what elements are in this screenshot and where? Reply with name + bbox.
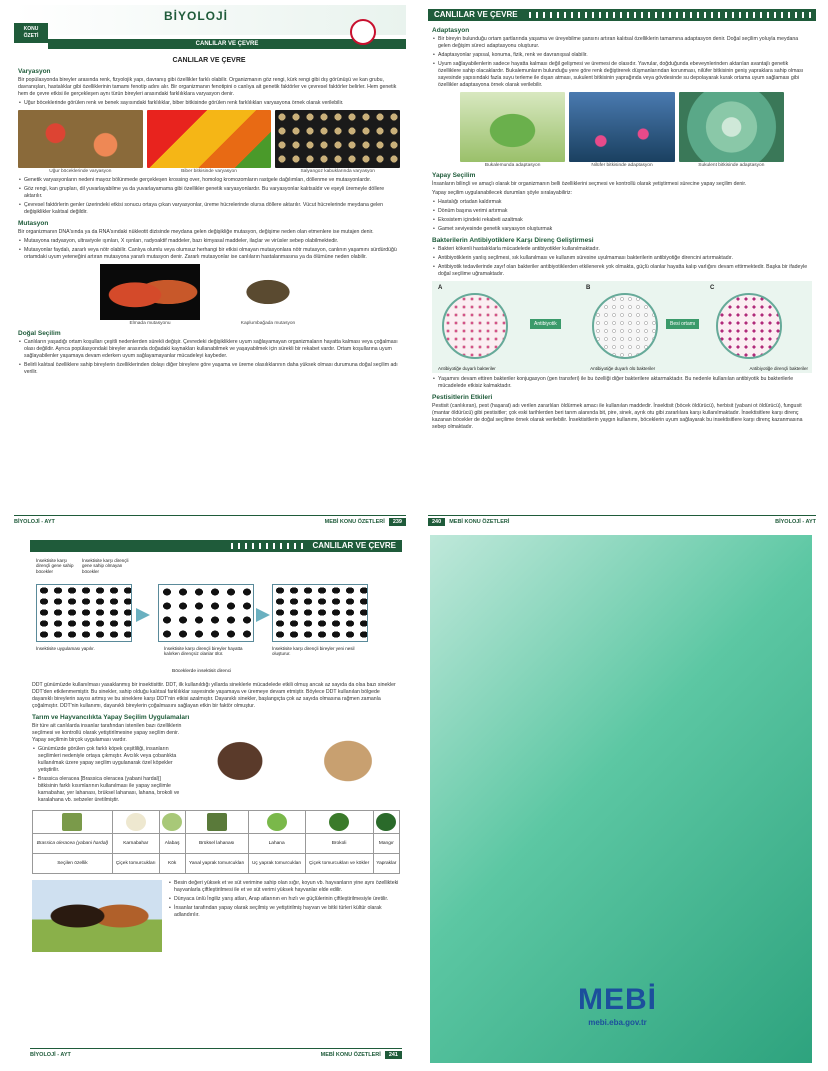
table-cell: Lahana: [248, 834, 305, 854]
petri-dish-c: [716, 293, 782, 359]
list-item: • İnsanlar tarafından yapay olarak seçilmiş ve yetiştirilmiş hayvan ve bitki türleri kültür olarak adlandırılır.: [168, 905, 400, 919]
footer-subject: BİYOLOJİ - AYT: [775, 518, 816, 525]
mebi-logo: MEBİ mebi.eba.gov.tr: [578, 983, 657, 1027]
list-item: • Mutasyonlar faydalı, zararlı veya nötr olabilir. Canlıya olumlu veya olumsuz herhangi bir etkisi olmayan mutasyonlara nötr mutasyon, canlının yaşamını sürdürdüğü ortamdaki uyum yeteneğini artıran mutasyona yararlı mutasyon denir. Zararlı mutasyonlar ise canlıların hastalanmasına ya da ölümüne neden olabilir.: [18, 247, 400, 261]
topic-banner: CANLILAR VE ÇEVRE: [30, 540, 402, 552]
legend-resistant: Antibiyotiğe dirençli bakteriler: [749, 366, 808, 372]
section-yapay-secilim: Yapay Seçilim: [432, 172, 476, 180]
table-cell: Mangır: [373, 834, 399, 854]
kangal-dog-photo: [296, 725, 400, 805]
section-pestisit: Pestisitlerin Etkileri: [432, 394, 493, 402]
list-item: • Ekosistem içindeki rekabeti azaltmak: [432, 217, 812, 224]
brassica-icon: [62, 813, 82, 831]
list-item: • Dönüm başına verimi artırmak: [432, 208, 812, 215]
snail-shells-photo: [275, 110, 400, 168]
page-number: 241: [385, 1051, 402, 1059]
caption: Sukulent bitkisinde adaptasyon: [698, 163, 765, 169]
caption: Kaplumbağada mutasyon: [240, 321, 296, 327]
antibiotic-resistance-diagram: [432, 281, 812, 373]
table-cell: Çiçek tomurcukları ve kökler: [305, 854, 373, 874]
apple-mutation-photo: [100, 264, 200, 320]
list-item: • Bakteri kökenli hastalıklarla mücadelede antibiyotikler kullanılmaktadır.: [432, 246, 812, 253]
list-item: • Genetik varyasyonların nedeni mayoz bölünmede gerçekleşen krossing over, homolog kromozomların rastgele dağılımları, döllenme ve mutasyonlardır.: [18, 177, 400, 184]
table-cell: Brüksel lahanası: [185, 834, 248, 854]
page-footer: [30, 1048, 402, 1058]
list-item: • Çevresel faktörlerin genler üzerindeki etkisi sonucu ortaya çıkan varyasyonlar, üreme hücrelerinde olursa döllere aktarılır. Vücut hücrelerinde meydana gelen değişiklikler kalıtsal değildir.: [18, 202, 400, 216]
list-item: • Yaşamını devam ettiren bakteriler konjugasyon (gen transferi) ile bu özelliği diğer bakterilere aktarmaktadır. Bu nedenle kullanılan antibiyotik bu bakterilerle mücadelede etkisiz kalmaktadır.: [432, 376, 812, 390]
image-row: [18, 110, 400, 174]
page-239: [14, 5, 406, 527]
page-number: 239: [389, 518, 406, 526]
paragraph: İnsanların bilinçli ve amaçlı olarak bir organizmanın belli özelliklerini seçmesi ve kontrollü olarak yetiştirmesi sürecine yapay seçilim denir.: [432, 181, 747, 188]
list-item: • Antibiyotik tedavilerinde zayıf olan bakteriler antibiyotiklerden etkilenerek yok olmakta, güçlü olanlar hayatta kalıp varlığını devam ettirmektedir. Başka bir ifadeyle doğal seçilime uğramaktadır.: [432, 264, 812, 278]
section-tarim: Tarım ve Hayvancılıkta Yapay Seçilim Uygulamaları: [32, 714, 190, 722]
list-item: • Mutasyona radyasyon, ultraviyole ışınları, X ışınları, radyoaktif maddeler, bazı kimyasal maddeler, ilaçlar ve virüsler sebep olabilmektedir.: [18, 238, 400, 245]
pepper-photo: [147, 110, 272, 168]
konu-ozeti-badge: KONU ÖZETİ: [14, 23, 48, 43]
list-item: • Canlıların yaşadığı ortam koşulları çeşitli nedenlerden sürekli değişir. Çevredeki değişikliklere uyum sağlayamayan organizmaların hayatta kalması veya çoğalması olası değildir. Ayrıca popülasyondaki bireyler arasında doğadaki kaynakları kullanabilmek ve yaşayabilmek için sürekli bir rekabet vardır. Ortam koşullarına uyum sağlayabilenler yaşamaya devam ederken uyum sağlayamayanlar mücadeleyi kaybeder.: [18, 339, 400, 360]
table-cell: Kök: [159, 854, 185, 874]
diagram-label-a: A: [438, 285, 443, 292]
section-dogal-secilim: Doğal Seçilim: [18, 330, 61, 338]
page-240: [428, 5, 816, 527]
paragraph: DDT günümüzde kullanılması yasaklanmış bir insektisittir. DDT, ilk kullanıldığı yıllarda sineklerle mücadelede etkili olmuş ancak az sayıda da olsa bazı sinekler DDT'den etkilenmemiştir. Bu sinekler, sahip olduğu kalıtsal farklılıklar sayesinde yaşamaya ve üremeye devam etmiştir. Böylece DDT kullanılan bölgede dayanıklı bireylerin sayısı artmış ve bu sineklere karşı DDT'nin etkisi azalmıştır. Dayanıklı sinekler, başlangıçta çok az sayıda olmasına rağmen zamanla çoğalmıştır. DDT'nin kullanımı, dayanıklı bireylerin çoğalmasını sağlayan etkin bir faktör olmuştur.: [32, 682, 396, 710]
table-cell: Seçilen özellik: [33, 854, 113, 874]
paragraph: Bir organizmanın DNA'sında ya da RNA'sındaki nükleotit dizisinde meydana gelen değişikliğe mutasyon, değişime neden olan etmenlere ise mutajen denir.: [18, 229, 374, 236]
cauliflower-icon: [126, 813, 146, 831]
list-item: • Adaptasyonlar yapısal, konuma, fizik, renk ve davranışsal olabilir.: [432, 52, 812, 59]
list-item: • Bir bireyin bulunduğu ortam şartlarında yaşama ve üreyebilme şansını artıran kalıtsal özelliklerin tamamına adaptasyon denir. Doğal seçilim yoluyla meydana gelen değişim süreci adaptasyonu oluşturur.: [432, 36, 812, 50]
brassica-table: [32, 810, 400, 874]
paragraph: Pestisit (canlıkıran), pest (haşarat) adı verilen zararlıları öldürmek amacı ile kullanılan maddedir. İnsektisit (böcek öldürücü), herbisit (yabani ot öldürücü), fungusit (mantar öldürücü) gibi pestisitler; çok eski tarihlerden beri tarım alanında bit, pire, sinek, ayrık otu gibi zararlılara karşı kullanılmaktadır. İnsektisitlere karşı direnç kazanan böcekler de doğal seçilime örnek olarak verilebilir. İnsektisitlerin yaygın kullanımı, böceklerin uyum sağlayarak bu insektisitlere karşı direnç kazanmasına sebep olmaktadır.: [432, 403, 803, 431]
list-item: • Besin değeri yüksek et ve süt verimine sahip olan sığır, koyun vb. hayvanların yine aynı özellikteki hayvanlarla çiftleştirilmesi ile et ve süt verimi yüksek hayvanlar elde edilir.: [168, 880, 400, 894]
footer-series: MEBİ KONU ÖZETLERİ: [449, 518, 510, 525]
section-varyasyon: Varyasyon: [18, 68, 51, 75]
pointer-dog-photo: [188, 725, 292, 805]
back-cover: [430, 535, 812, 1063]
culture-arrow: Besi ortamı: [666, 319, 699, 329]
table-cell: Uç yaprak tomurcukları: [248, 854, 305, 874]
caption: Uğur böceklerinde varyasyon: [49, 169, 112, 175]
list-item: • Belirli kalıtsal özelliklere sahip bireylerin özelliklerinden dolayı diğer bireylere göre yaşama ve üreme olasılıklarının daha yüksek olması durumuna doğal seçilim adı verilir.: [18, 362, 400, 376]
table-cell: Yapraklar: [373, 854, 399, 874]
box-caption: İnsektisite karşı dirençli bireyler yeni nesil oluşturur.: [272, 646, 355, 656]
image-row: [432, 92, 812, 168]
turtle-mutation-photo: [218, 264, 318, 320]
table-cell: Brokoli: [305, 834, 373, 854]
arrow-icon: [136, 608, 150, 622]
topic-banner: CANLILAR VE ÇEVRE: [48, 39, 406, 49]
section-bakteri: Bakterilerin Antibiyotiklere Karşı Direnç Geliştirmesi: [432, 237, 594, 245]
table-cell: Karnabahar: [112, 834, 159, 854]
box-caption: İnsektisite uygulaması yapılır.: [36, 646, 95, 651]
diagram-subtitle: Böceklerde insektisit direnci: [172, 669, 232, 674]
topic-banner: CANLILAR VE ÇEVRE: [428, 9, 816, 21]
list-item: • Gamet seviyesinde genetik varyasyon oluşturmak: [432, 226, 812, 233]
table-cell: Çiçek tomurcukları: [112, 854, 159, 874]
diagram-label-c: C: [710, 285, 715, 292]
list-item: • Göz rengi, kan grupları, dil yuvarlayabilme ya da yuvarlayamama gibi özellikler genetik varyasyonlardır. Bu varyasyonlar kalıtsaldır ve eşeyli üremeyle döllere aktarılır.: [18, 186, 400, 200]
label-nonresistant: İnsektisite karşı dirençli gene sahip olmayan böcekler: [82, 558, 129, 574]
petri-dish-b: [592, 293, 658, 359]
table-row: [33, 854, 400, 874]
list-item: • Günümüzde görülen çok farklı köpek çeşitliliği, insanların seçilimleri nedeniyle ortaya çıkmıştır. Avcılık veya çobanlıkta kullanılmak üzere yapay seçilim uygulanarak özel köpekler yetiştirilir.: [32, 746, 182, 774]
table-row: [33, 834, 400, 854]
seal-icon: [350, 19, 376, 45]
page-241: [30, 540, 402, 1060]
page-footer: [14, 515, 406, 525]
table-row: [33, 811, 400, 834]
section-mutasyon: Mutasyon: [18, 220, 49, 228]
table-cell: Yanal yaprak tomurcukları: [185, 854, 248, 874]
ladybug-photo: [18, 110, 143, 168]
chameleon-photo: [460, 92, 565, 162]
caption: Nilüfer bitkisinde adaptasyon: [591, 163, 653, 169]
table-cell: Brassica oleracea (yabani hardal): [33, 834, 113, 854]
water-lily-photo: [569, 92, 674, 162]
succulent-photo: [679, 92, 784, 162]
paragraph: Bir popülasyonda bireyler arasında renk, fizyolojik yapı, davranış gibi özellikler farklı olabilir. Organizmanın göz rengi, kürk rengi gibi dış görünüşü ve kan grubu, davranışları, hastalıklar gibi özelliklerinin tamamı fenotip adını alır. Bir organizmanın fenotipini o canlıya ait genetik faktörler ve çevresel faktörler belirler. Hem genetik hem de çevre etkisi ile gerçekleşen aynı türün bireyleri arasındaki farklılıklara varyasyon denir.: [18, 77, 397, 98]
list-item: • Antibiyotiklerin yanlış seçilmesi, sık kullanılması ve kullanım süresine uyulmaması bakterilerin antibiyotiğe direncini artırmaktadır.: [432, 255, 812, 262]
list-item: • Uyum sağlayabilenlerin sadece hayatta kalması değil gelişmesi ve üremesi de olasıdır. Yavrular, doğduğunda ebeveynlerinden aktarılan avantajlı genetik özelliklere sahip olacaklardır. Bukalemunların bulunduğu yere göre renk değiştirerek düşmanlarından korunması, nilüfer bitkisinin geniş yapraklara sahip olması sayesinde yapısındaki fazla suyu terleme ile dışarı atması, sukulent bitkisinin yaprağında veya gövdesinde su depolayarak kurak ortama uyum sağlaması gibi özellikler adaptasyona örnek olarak verilebilir.: [432, 61, 812, 89]
box-caption: İnsektisite karşı dirençli bireyler hayatta kalırken dirençsiz olanlar ölür.: [164, 646, 243, 656]
petri-dish-a: [442, 293, 508, 359]
footer-series: MEBİ KONU ÖZETLERİ: [320, 1051, 381, 1058]
caption: Salyangoz kabuklarında varyasyon: [300, 169, 375, 175]
cabbage-icon: [267, 813, 287, 831]
paragraph: Bir türe ait canlılarda insanlar tarafından istenilen bazı özelliklerin seçilmesi ve kontrollü olarak yetiştirilmesine yapay seçilim denir. Yapay seçilimin birçok uygulaması vardır.: [32, 723, 182, 744]
subject-title: BİYOLOJİ: [164, 9, 229, 23]
broccoli-icon: [329, 813, 349, 831]
beetle-box-3: [272, 584, 368, 642]
kale-icon: [376, 813, 396, 831]
caption: Elmada mutasyonu: [129, 321, 171, 327]
paragraph: Yapay seçilim uygulanabilecek durumları şöyle sıralayabiliriz:: [432, 190, 573, 197]
footer-subject: BİYOLOJİ - AYT: [30, 1051, 71, 1058]
list-item: • Uğur böceklerinde görülen renk ve benek sayısındaki farklılıklar, biber bitkisinde görülen renk farklılıkları varyasyona örnek olarak verilebilir.: [18, 100, 400, 107]
label-resistant: İnsektisite karşı dirençli gene sahip böcekler: [36, 558, 74, 574]
list-item: • Hastalığı ortadan kaldırmak: [432, 199, 812, 206]
arrow-icon: [256, 608, 270, 622]
diagram-label-b: B: [586, 285, 591, 292]
caption: Biber bitkisinde varyasyon: [181, 169, 237, 175]
legend-dead: Antibiyotiğe duyarlı ölü bakteriler: [590, 366, 656, 372]
caption: Bukalemunda adaptasyon: [484, 163, 541, 169]
footer-series: MEBİ KONU ÖZETLERİ: [324, 518, 385, 525]
section-adaptasyon: Adaptasyon: [432, 27, 470, 34]
beetle-box-1: [36, 584, 132, 642]
page-number: 240: [428, 518, 445, 526]
beetle-box-2: [158, 584, 254, 642]
horses-photo: [32, 880, 162, 952]
insecticide-diagram: [32, 554, 400, 682]
page-footer: [428, 515, 816, 525]
heading: CANLILAR VE ÇEVRE: [172, 57, 246, 64]
kohlrabi-icon: [162, 813, 182, 831]
footer-subject: BİYOLOJİ - AYT: [14, 518, 55, 525]
list-item: • Brassica oleracea [Brassica oleracea (yabani hardal)] bitkisinin farklı kısımlarının kullanılması ile yapay seçilimle karnabahar, yer lahanası, brüksel lahanası, lahana, brokoli ve karalahana vb. sebzeler üretilmiştir.: [32, 776, 182, 804]
list-item: • Dünyaca ünlü İngiliz yarış atları, Arap atlarının en hızlı ve güçlülerinin çiftleştirilmesiyle üretilir.: [168, 896, 400, 903]
antibiotic-arrow: Antibiyotik: [530, 319, 561, 329]
legend-sensitive: Antibiyotiğe duyarlı bakteriler: [438, 366, 496, 372]
brussels-sprout-icon: [207, 813, 227, 831]
table-cell: Alabaş: [159, 834, 185, 854]
site-url[interactable]: mebi.eba.gov.tr: [588, 1018, 647, 1027]
page-header: [14, 5, 406, 39]
